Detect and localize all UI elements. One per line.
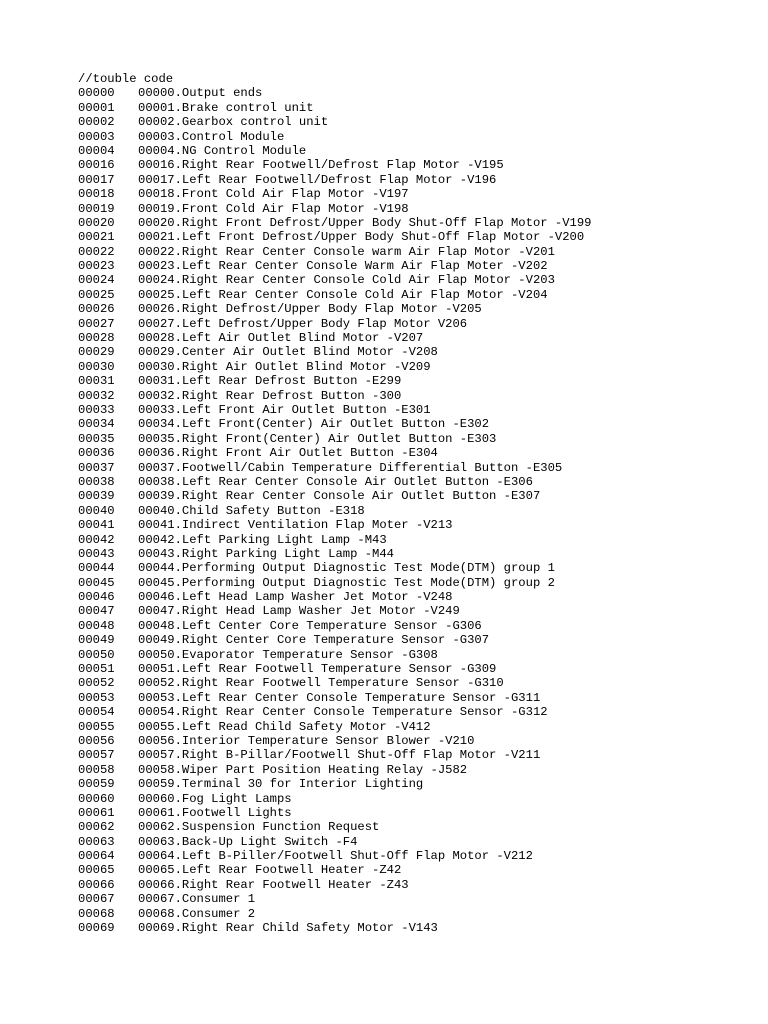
code-description: 00003.Control Module <box>138 129 285 144</box>
code-row <box>78 676 758 690</box>
code-description: 00057.Right B-Pillar/Footwell Shut-Off Flap Motor -V211 <box>138 748 541 763</box>
code-row <box>78 576 758 590</box>
code-row <box>78 604 758 618</box>
code-row <box>78 561 758 575</box>
code-description: 00016.Right Rear Footwell/Defrost Flap Motor -V195 <box>138 158 504 173</box>
code-description: 00034.Left Front(Center) Air Outlet Button -E302 <box>138 417 490 432</box>
code-row <box>78 374 758 388</box>
code-row <box>78 86 758 100</box>
code-description: 00020.Right Front Defrost/Upper Body Shut-Off Flap Motor -V199 <box>138 215 592 230</box>
code-number: 00061 <box>78 805 115 820</box>
code-number: 00055 <box>78 719 115 734</box>
code-description: 00040.Child Safety Button -E318 <box>138 503 365 518</box>
code-row <box>78 389 758 403</box>
code-row <box>78 806 758 820</box>
code-row <box>78 921 758 935</box>
code-row <box>78 892 758 906</box>
code-number: 00048 <box>78 618 115 633</box>
code-number: 00022 <box>78 244 115 259</box>
code-description: 00038.Left Rear Center Console Air Outlet Button -E306 <box>138 474 533 489</box>
code-row <box>78 302 758 316</box>
code-number: 00000 <box>78 86 115 101</box>
code-row <box>78 130 758 144</box>
code-description: 00044.Performing Output Diagnostic Test Mode(DTM) group 1 <box>138 561 555 576</box>
code-row <box>78 187 758 201</box>
code-number: 00017 <box>78 172 115 187</box>
code-description: 00024.Right Rear Center Console Cold Air Flap Motor -V203 <box>138 273 555 288</box>
code-row <box>78 863 758 877</box>
code-number: 00021 <box>78 230 115 245</box>
code-number: 00032 <box>78 388 115 403</box>
code-number: 00045 <box>78 575 115 590</box>
code-row <box>78 820 758 834</box>
code-number: 00029 <box>78 345 115 360</box>
code-description: 00069.Right Rear Child Safety Motor -V143 <box>138 921 438 936</box>
code-description: 00002.Gearbox control unit <box>138 115 329 130</box>
code-row <box>78 533 758 547</box>
code-number: 00068 <box>78 906 115 921</box>
code-number: 00031 <box>78 374 115 389</box>
code-number: 00028 <box>78 331 115 346</box>
code-row <box>78 763 758 777</box>
code-number: 00001 <box>78 100 115 115</box>
code-number: 00057 <box>78 748 115 763</box>
code-number: 00046 <box>78 590 115 605</box>
code-row <box>78 849 758 863</box>
trouble-code-list <box>78 86 758 935</box>
code-description: 00049.Right Center Core Temperature Sensor -G307 <box>138 633 490 648</box>
code-number: 00034 <box>78 417 115 432</box>
code-description: 00051.Left Rear Footwell Temperature Sensor -G309 <box>138 662 497 677</box>
code-row <box>78 777 758 791</box>
code-row <box>78 489 758 503</box>
code-description: 00021.Left Front Defrost/Upper Body Shut-Off Flap Motor -V200 <box>138 230 585 245</box>
code-row <box>78 748 758 762</box>
code-row <box>78 633 758 647</box>
code-description: 00027.Left Defrost/Upper Body Flap Motor V206 <box>138 316 468 331</box>
code-description: 00000.Output ends <box>138 86 263 101</box>
code-description: 00055.Left Read Child Safety Motor -V412 <box>138 719 431 734</box>
code-description: 00019.Front Cold Air Flap Motor -V198 <box>138 201 409 216</box>
code-number: 00050 <box>78 647 115 662</box>
code-number: 00002 <box>78 115 115 130</box>
code-row <box>78 144 758 158</box>
code-number: 00043 <box>78 546 115 561</box>
code-description: 00023.Left Rear Center Console Warm Air Flap Moter -V202 <box>138 259 548 274</box>
document-page <box>78 72 758 935</box>
code-row <box>78 907 758 921</box>
code-description: 00037.Footwell/Cabin Temperature Differential Button -E305 <box>138 460 563 475</box>
code-description: 00064.Left B-Piller/Footwell Shut-Off Flap Motor -V212 <box>138 849 533 864</box>
code-number: 00025 <box>78 287 115 302</box>
code-description: 00053.Left Rear Center Console Temperature Sensor -G311 <box>138 690 541 705</box>
code-number: 00066 <box>78 877 115 892</box>
document-heading: //touble code <box>78 72 174 86</box>
code-number: 00063 <box>78 834 115 849</box>
code-number: 00047 <box>78 604 115 619</box>
code-description: 00046.Left Head Lamp Washer Jet Motor -V248 <box>138 590 453 605</box>
code-row <box>78 230 758 244</box>
code-number: 00033 <box>78 402 115 417</box>
code-number: 00065 <box>78 863 115 878</box>
code-description: 00031.Left Rear Defrost Button -E299 <box>138 374 402 389</box>
code-row <box>78 619 758 633</box>
code-description: 00056.Interior Temperature Sensor Blower -V210 <box>138 733 475 748</box>
code-description: 00065.Left Rear Footwell Heater -Z42 <box>138 863 402 878</box>
code-number: 00024 <box>78 273 115 288</box>
code-row <box>78 317 758 331</box>
code-row <box>78 792 758 806</box>
code-description: 00017.Left Rear Footwell/Defrost Flap Motor -V196 <box>138 172 497 187</box>
code-row <box>78 720 758 734</box>
code-row <box>78 101 758 115</box>
code-description: 00068.Consumer 2 <box>138 906 256 921</box>
code-number: 00038 <box>78 474 115 489</box>
code-description: 00030.Right Air Outlet Blind Motor -V209 <box>138 359 431 374</box>
code-row <box>78 590 758 604</box>
code-number: 00016 <box>78 158 115 173</box>
code-row <box>78 691 758 705</box>
code-number: 00042 <box>78 532 115 547</box>
code-number: 00059 <box>78 777 115 792</box>
code-number: 00018 <box>78 187 115 202</box>
code-number: 00035 <box>78 431 115 446</box>
code-description: 00026.Right Defrost/Upper Body Flap Motor -V205 <box>138 302 482 317</box>
code-description: 00025.Left Rear Center Console Cold Air Flap Motor -V204 <box>138 287 548 302</box>
code-description: 00022.Right Rear Center Console warm Air Flap Motor -V201 <box>138 244 555 259</box>
code-description: 00042.Left Parking Light Lamp -M43 <box>138 532 387 547</box>
code-number: 00027 <box>78 316 115 331</box>
code-row <box>78 518 758 532</box>
code-number: 00053 <box>78 690 115 705</box>
code-row <box>78 705 758 719</box>
code-description: 00060.Fog Light Lamps <box>138 791 292 806</box>
code-description: 00061.Footwell Lights <box>138 805 292 820</box>
code-number: 00064 <box>78 849 115 864</box>
code-row <box>78 202 758 216</box>
code-number: 00037 <box>78 460 115 475</box>
code-number: 00026 <box>78 302 115 317</box>
code-description: 00032.Right Rear Defrost Button -300 <box>138 388 402 403</box>
code-description: 00043.Right Parking Light Lamp -M44 <box>138 546 394 561</box>
code-description: 00001.Brake control unit <box>138 100 314 115</box>
code-number: 00069 <box>78 921 115 936</box>
code-description: 00035.Right Front(Center) Air Outlet Button -E303 <box>138 431 497 446</box>
code-description: 00048.Left Center Core Temperature Sensor -G306 <box>138 618 482 633</box>
code-row <box>78 547 758 561</box>
code-number: 00019 <box>78 201 115 216</box>
code-description: 00050.Evaporator Temperature Sensor -G308 <box>138 647 438 662</box>
code-number: 00049 <box>78 633 115 648</box>
code-number: 00040 <box>78 503 115 518</box>
code-row <box>78 245 758 259</box>
code-row <box>78 360 758 374</box>
code-description: 00018.Front Cold Air Flap Motor -V197 <box>138 187 409 202</box>
code-description: 00004.NG Control Module <box>138 143 307 158</box>
code-number: 00004 <box>78 143 115 158</box>
code-description: 00033.Left Front Air Outlet Button -E301 <box>138 402 431 417</box>
code-row <box>78 345 758 359</box>
code-description: 00028.Left Air Outlet Blind Motor -V207 <box>138 331 424 346</box>
code-row <box>78 734 758 748</box>
code-number: 00056 <box>78 733 115 748</box>
code-row <box>78 158 758 172</box>
code-number: 00003 <box>78 129 115 144</box>
code-number: 00041 <box>78 518 115 533</box>
code-number: 00060 <box>78 791 115 806</box>
code-description: 00063.Back-Up Light Switch -F4 <box>138 834 358 849</box>
code-number: 00044 <box>78 561 115 576</box>
code-number: 00036 <box>78 446 115 461</box>
code-number: 00030 <box>78 359 115 374</box>
code-description: 00036.Right Front Air Outlet Button -E304 <box>138 446 438 461</box>
code-row <box>78 273 758 287</box>
code-row <box>78 475 758 489</box>
code-description: 00062.Suspension Function Request <box>138 820 380 835</box>
code-number: 00039 <box>78 489 115 504</box>
code-description: 00041.Indirect Ventilation Flap Moter -V213 <box>138 518 453 533</box>
code-number: 00052 <box>78 676 115 691</box>
code-description: 00029.Center Air Outlet Blind Motor -V208 <box>138 345 438 360</box>
code-row <box>78 115 758 129</box>
code-description: 00067.Consumer 1 <box>138 892 256 907</box>
code-number: 00062 <box>78 820 115 835</box>
code-row <box>78 417 758 431</box>
code-description: 00058.Wiper Part Position Heating Relay -J582 <box>138 762 468 777</box>
code-row <box>78 662 758 676</box>
code-description: 00045.Performing Output Diagnostic Test Mode(DTM) group 2 <box>138 575 555 590</box>
code-description: 00052.Right Rear Footwell Temperature Sensor -G310 <box>138 676 504 691</box>
code-row <box>78 878 758 892</box>
code-number: 00067 <box>78 892 115 907</box>
code-row <box>78 259 758 273</box>
code-description: 00066.Right Rear Footwell Heater -Z43 <box>138 877 409 892</box>
code-description: 00047.Right Head Lamp Washer Jet Motor -V249 <box>138 604 460 619</box>
code-row <box>78 648 758 662</box>
code-row <box>78 504 758 518</box>
code-description: 00039.Right Rear Center Console Air Outlet Button -E307 <box>138 489 541 504</box>
code-row <box>78 331 758 345</box>
code-number: 00023 <box>78 259 115 274</box>
code-row <box>78 288 758 302</box>
code-row <box>78 835 758 849</box>
code-number: 00058 <box>78 762 115 777</box>
code-number: 00051 <box>78 662 115 677</box>
code-row <box>78 403 758 417</box>
code-row <box>78 432 758 446</box>
code-row <box>78 446 758 460</box>
code-row <box>78 173 758 187</box>
code-row <box>78 461 758 475</box>
code-description: 00054.Right Rear Center Console Temperature Sensor -G312 <box>138 705 548 720</box>
code-number: 00020 <box>78 215 115 230</box>
code-number: 00054 <box>78 705 115 720</box>
code-description: 00059.Terminal 30 for Interior Lighting <box>138 777 424 792</box>
code-row <box>78 216 758 230</box>
